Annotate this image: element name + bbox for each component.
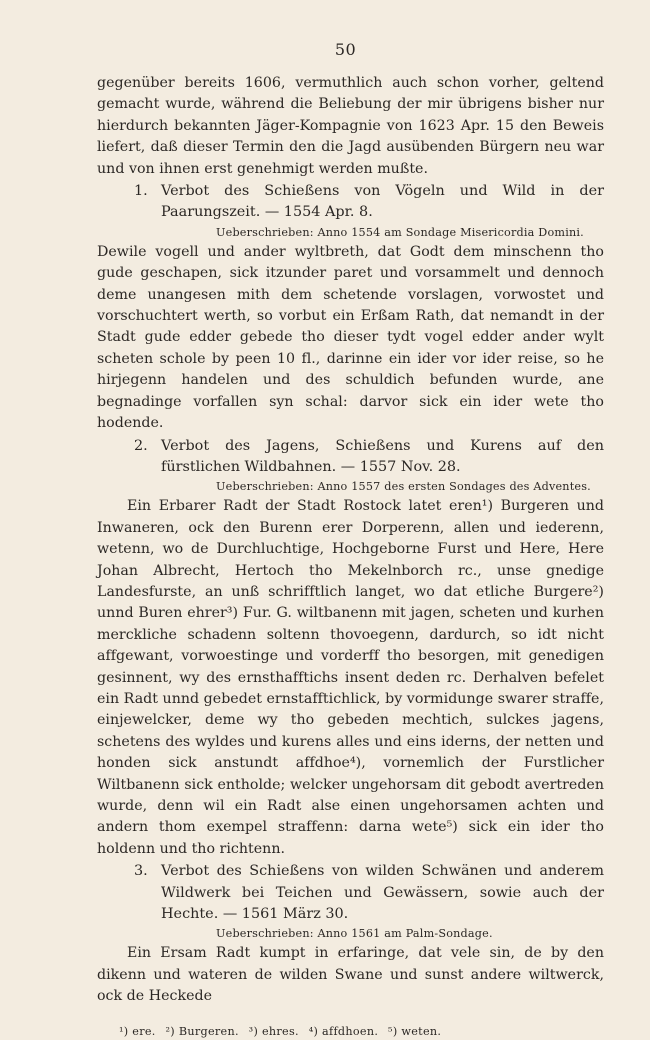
superscription-2: Ueberschrieben: Anno 1557 des ersten Sondages des Adventes. <box>216 480 591 494</box>
section-heading-3 <box>97 861 604 925</box>
intro-paragraph: gegenüber bereits 1606, vermuthlich auch schon vorher, geltend gemacht wurde, während die Beliebung der mir übrigens bisher nur hierdurch bekannten Jäger-Kompagnie von 1623 Apr. 15 den Beweis liefert, daß dieser Termin den die Jagd ausübenden Bürgern neu war und von ihnen erst genehmigt werden mußte. <box>97 75 604 177</box>
superscription-1: Ueberschrieben: Anno 1554 am Sondage Misericordia Domini. <box>216 225 584 239</box>
section-number: 3. <box>134 863 148 880</box>
section-heading-2 <box>97 436 604 479</box>
footnote-3: ³) ehres. <box>248 1024 299 1038</box>
superscription-3: Ueberschrieben: Anno 1561 am Palm-Sondage. <box>216 927 493 941</box>
footnote-1: ¹) ere. <box>119 1024 156 1038</box>
section-number: 1. <box>134 183 148 200</box>
decree-text-1: Dewile vogell und ander wyltbreth, dat Godt dem minschenn tho gude geschapen, sick itzunder paret und vorsammelt und dennoch deme unangesen mith dem schetende vorslagen, vorwostet und vorschuchtert werth, so vorbut ein Erßam Rath, dat nemandt in der Stadt gude edder gebede tho dieser tydt vogel edder ander wylt scheten schole by peen 10 fl., darinne ein ider vor ider reise, so he hirjegenn handelen und des schuldich befunden wurde, ane begnadinge vorfallen syn schal: darvor sick ein ider wete tho hodende. <box>97 243 604 432</box>
footnote-4: ⁴) affdhoen. <box>308 1024 379 1038</box>
footnote-5: ⁵) weten. <box>388 1024 442 1038</box>
footnotes <box>97 1024 604 1040</box>
section-heading-1 <box>97 181 604 224</box>
page-number: 50 <box>334 40 357 59</box>
section-title: Verbot des Schießens von Vögeln und Wild in der Paarungszeit. — 1554 Apr. 8. <box>161 183 604 221</box>
decree-text-2: Ein Erbarer Radt der Stadt Rostock latet eren¹) Burgeren und Inwaneren, ock den Burenn erer Dorperenn, allen und iederenn, wetenn, wo de Durchluchtige, Hochgeborne Furst und Here, Here Johan Albrecht, Hertoch tho Mekelnborch rc., unse gnedige Landesfurste, an unß schrifftlich langet, wo dat etliche Burgere²) unnd Buren ehrer³) Fur. G. wiltbanenn mit jagen, scheten und kurhen merckliche schadenn soltenn thovoegenn, dardurch, so idt nicht affgewant, vorwoestinge und vorderff tho besorgen, mit genedigen gesinnent, wy des ernsthafftichs insent deden rc. Derhalven befelet ein Radt unnd gebedet ernstafftichlick, by vormidunge swarer straffe, einjewelcker, deme wy tho gebeden mechtich, sulckes jagens, schetens des wyldes und kurens alles und eins iderns, der netten und honden sick anstundt affdhoe⁴), vornemlich der Furstlicher Wiltbanenn sick entholde; welcker ungehorsam dit gebodt avertreden wurde, denn wil ein Radt alse einen ungehorsamen achten und andern thom exempel straffenn: darna wete⁵) sick ein ider tho holdenn und tho richtenn. <box>97 498 604 857</box>
decree-text-3: Ein Ersam Radt kumpt in erfaringe, dat vele sin, de by den dikenn und wateren de wilden Swane und sunst andere wiltwerck, ock de Heckede <box>97 945 604 1005</box>
section-number: 2. <box>134 437 148 454</box>
footnote-2: ²) Burgeren. <box>165 1024 239 1038</box>
section-title: Verbot des Jagens, Schießens und Kurens auf den fürstlichen Wildbahnen. — 1557 Nov. 28. <box>161 437 604 475</box>
section-title: Verbot des Schießens von wilden Schwänen und anderem Wildwerk bei Teichen und Gewässern, sowie auch der Hechte. — 1561 März 30. <box>161 863 604 923</box>
